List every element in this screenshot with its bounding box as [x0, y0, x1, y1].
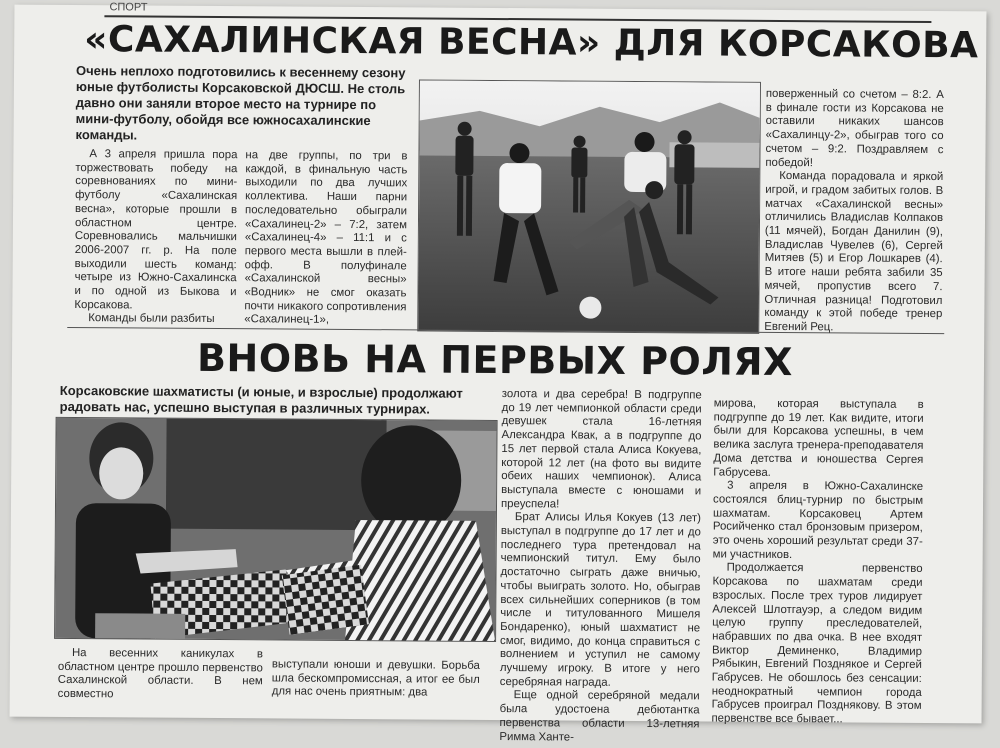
article2-col3a-text: золота и два серебра! В подгруппе до 19 лет чемпионкой области среди девушек стала 16-летняя Александра Квак, а в подгруппе до 15 лет первой стала Алиса Кокуева, которой 12 лет (на фото вы видите обеих наших чемпионок). Алиса выступала вместе с юношами и преуспела! [500, 388, 702, 511]
article2-headline: ВНОВЬ НА ПЕРВЫХ РОЛЯХ [196, 335, 794, 385]
article2-col1-text: На весенних каникулах в областном центре прошло первенство Сахалинской области. В нем совместно [57, 647, 264, 701]
article1-col2 [244, 149, 407, 328]
article1-col1 [74, 148, 237, 327]
article1-lead: Очень неплохо подготовились к весеннему сезону юные футболисты Корсаковской ДЮСШ. Не столь давно они заняли второе место на турнире по мини-футболу, обойдя все южносахалинские команды. [75, 63, 406, 143]
newspaper-page [10, 1, 987, 744]
article1-headline: «САХАЛИНСКАЯ ВЕСНА» ДЛЯ КОРСАКОВА [84, 19, 979, 67]
football-photo-image [418, 80, 760, 332]
article1-col1-text: А 3 апреля пришла пора торжествовать победу на соревнованиях по мини-футболу «Сахалинская весна», которые прошли в областном центре. Соревновались мальчишки 2006-2007 гг. р. На поле выходили шесть команд: четыре из Южно-Сахалинска и по одной из Быкова и Корсакова. [74, 148, 238, 312]
article2-col3c-text: Еще одной серебряной медали была удостоена дебютантка первенства области 13-летняя Римма Ханте- [499, 689, 700, 744]
article2-lead: Корсаковские шахматисты (и юные, и взрослые) продолжают радовать нас, успешно выступая в различных турнирах. [59, 382, 463, 417]
article1-col2-text: на две группы, по три в каждой, в финальную часть выходили по два лучших коллектива. Наши парни последовательно обыграли «Сахалинец-2» – 7:2, затем «Сахалинец-4» – 11:1 и с первого места вышли в плей-офф. В полуфинале «Сахалинской весны» «Водник» не смог оказать почти никакого сопротивления «Сахалинец-1», [244, 149, 408, 327]
section-label: СПОРТ [109, 1, 148, 14]
football-photo [417, 79, 761, 333]
article2-col2-text: выступали юноши и девушки. Борьба шла бескомпромиссная, а итог ее был для нас очень приятным: два [271, 658, 480, 699]
article2-col3 [499, 388, 701, 746]
article2-col3b-text: Брат Алисы Илья Кокуев (13 лет) выступал в подгруппе до 17 лет и до последнего тура претендовал на чемпионский титул. Ему было достаточно сыграть даже вничью, чтобы выиграть золото. Но, обыграв всех сильнейших соперников (в том числе и титулованного Мишеля Бондаренко), юный шахматист не смог, видимо, до конца справиться с волнением и уступил не самому лучшему игроку. В итоге у него серебряная награда. [499, 511, 701, 689]
chess-photo-image [55, 418, 497, 641]
article1-col3a-text: поверженный со счетом – 8:2. А в финале гости из Корсакова не оставили никаких шансов «Сахалинцу-2», обыграв того со счетом – 9:2. Поздравляем с победой! [765, 87, 944, 169]
article1-col3 [764, 88, 944, 336]
article1-col1b-text: Команды были разбиты [88, 312, 215, 326]
article2-col4b-text: 3 апреля в Южно-Сахалинске состоялся блиц-турнир по быстрым шахматам. Корсаковец Артем Росийченко стал бронзовым призером, это очень хороший результат среди 37-ми участников. [712, 479, 924, 561]
article2-col4a-text: мирова, которая выступала в подгруппе до 19 лет. Как видите, итоги были для Корсакова успешны, в чем велика заслуга тренера-преподавателя Дома детства и юношества Сергея Габрусева. [713, 397, 924, 479]
article2-col4c-text: Продолжается первенство Корсакова по шахматам среди взрослых. После трех туров лидирует Алексей Шлотгауэр, а следом видим целую группу преследователей, набравших по два очка. В нее входят Виктор Деминенко, Владимир Рябыкин, Евгений Позднякое и Сергей Габрусев. Не обошлось без сенсации: неоднократный чемпион города Габрусев проиграл Позднякову. В этом первенстве все бывает... [711, 562, 923, 726]
article2-col2 [272, 658, 480, 701]
chess-photo [54, 417, 498, 642]
article2-col1 [58, 647, 263, 703]
article1-col3b-text: Команда порадовала и яркой игрой, и градом забитых голов. В матчах «Сахалинской весны» отличились Владислав Колпаков (11 мячей), Богдан Данилин (9), Владислав Чувелев (6), Сергей Митяев (5) и Егор Лошкарев (4). В итоге наши ребята забили 35 мячей, пропустив всего 7. Отличная разница! Подготовил команду к этой победе тренер Евгений Рец. [764, 170, 944, 334]
article2-col4 [711, 398, 923, 728]
